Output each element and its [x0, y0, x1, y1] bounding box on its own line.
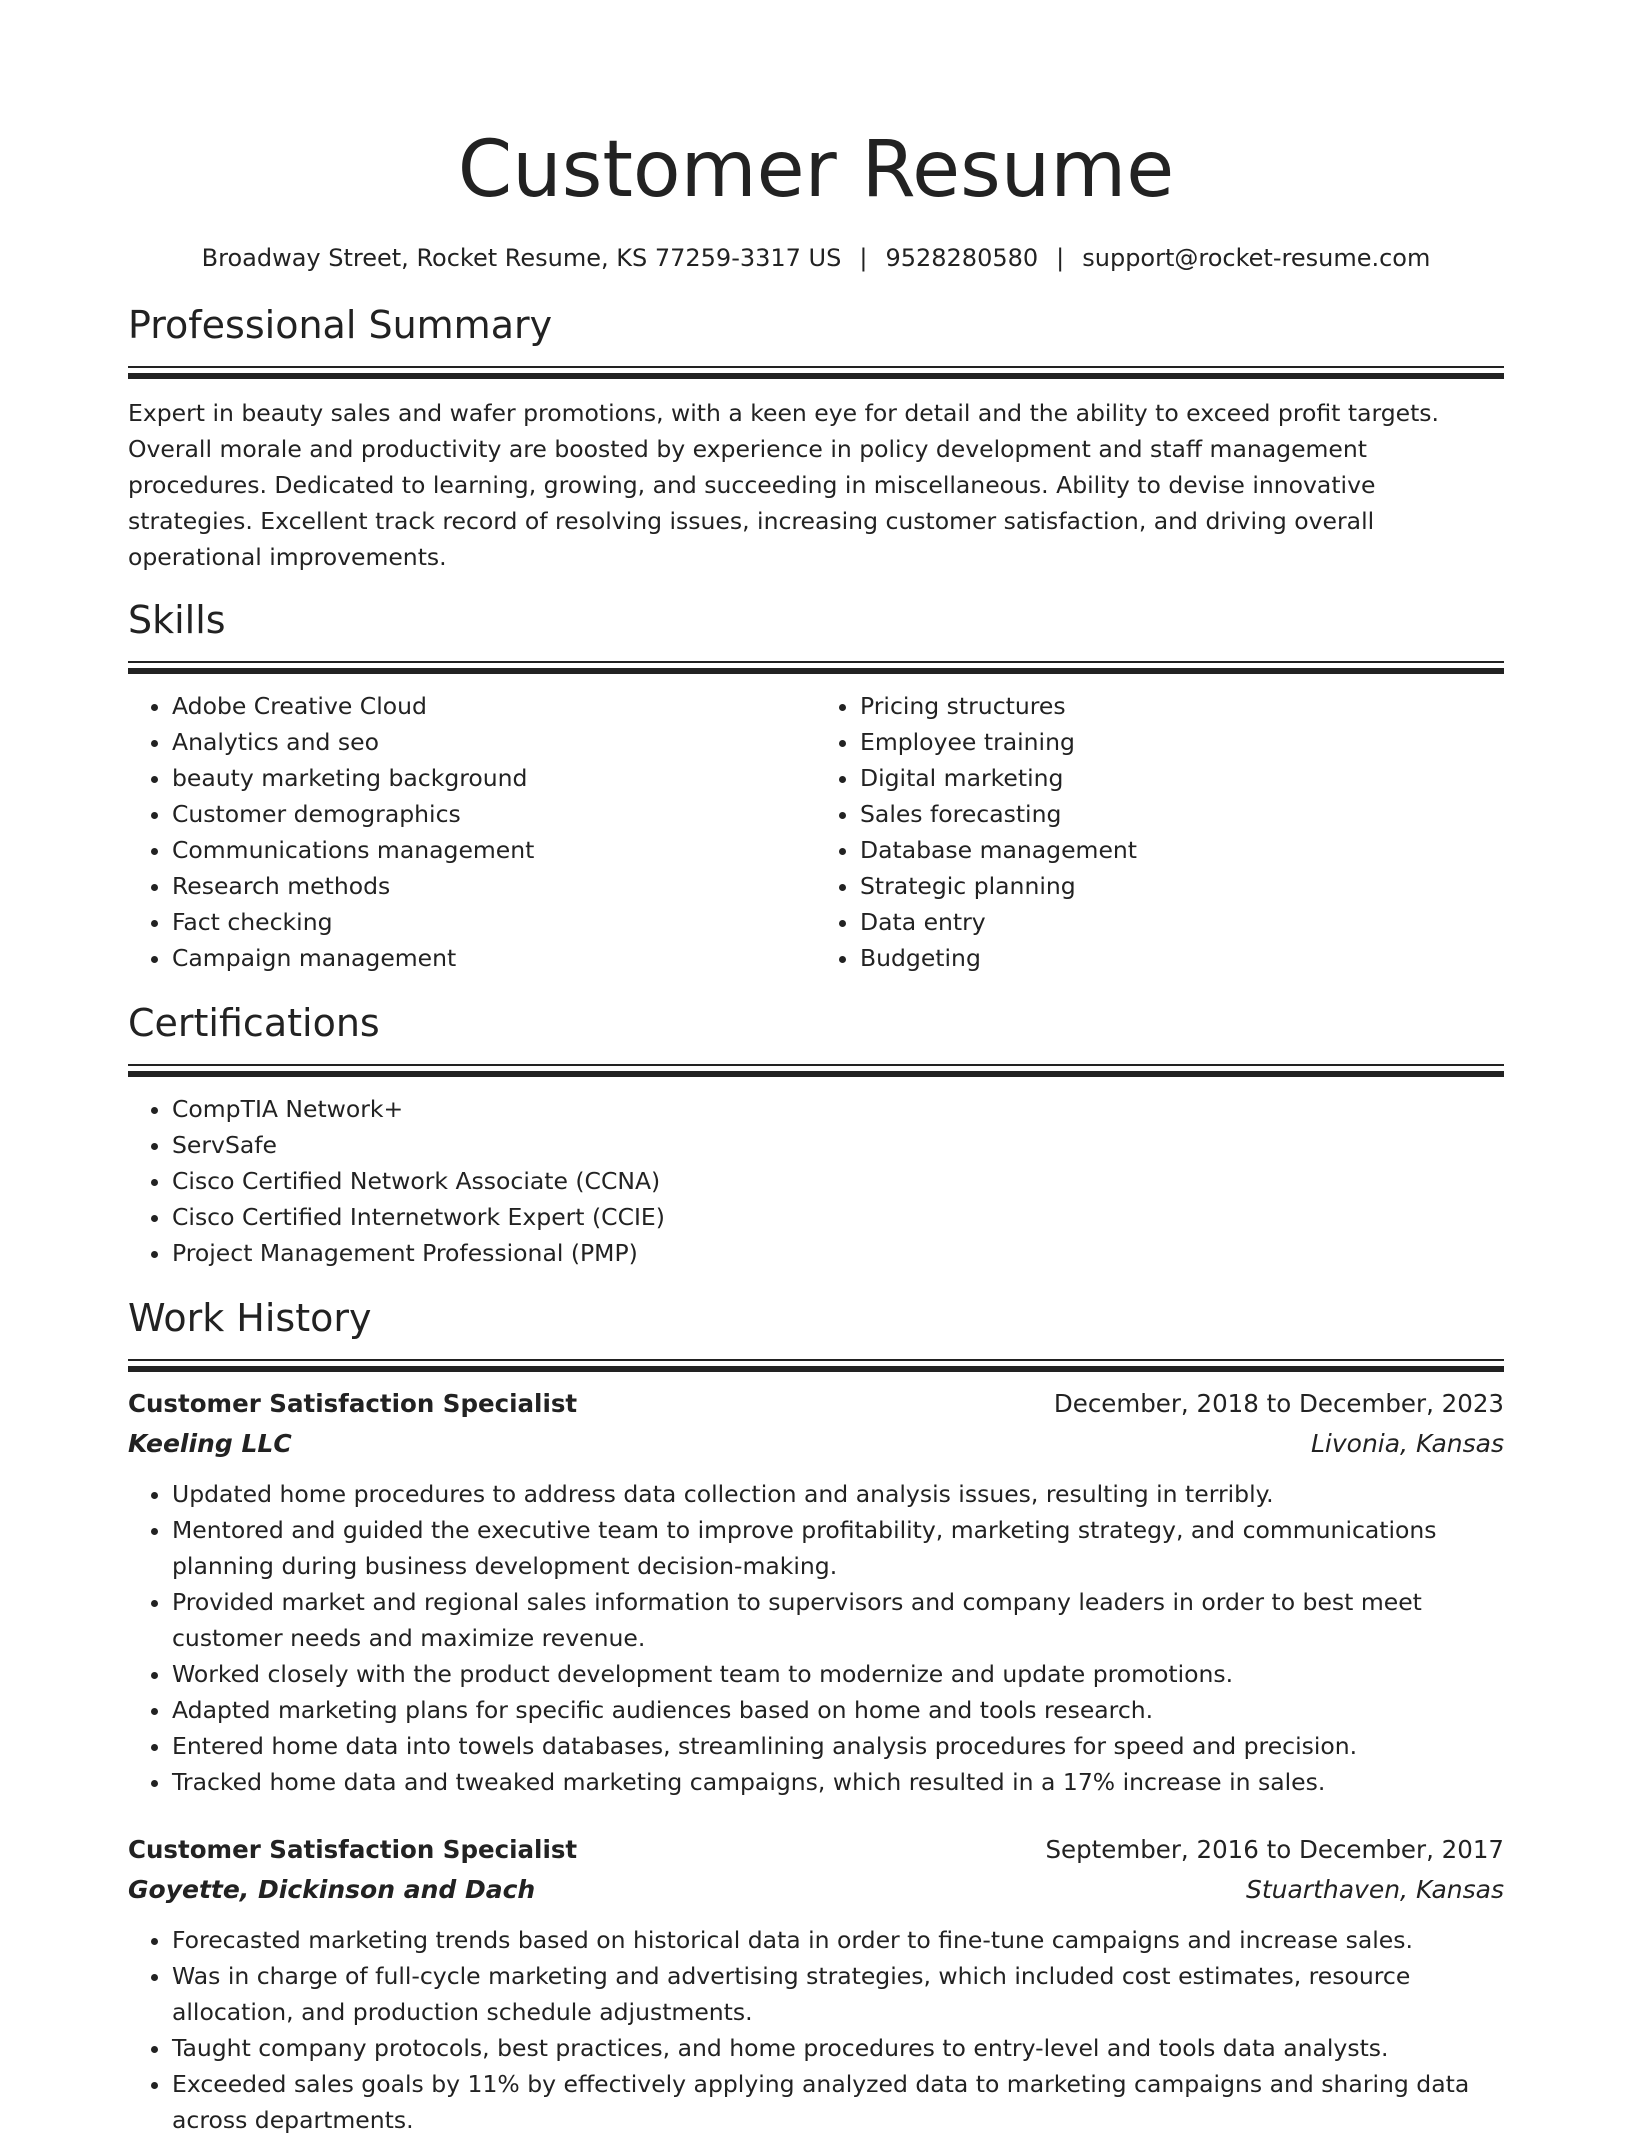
skill-item: • Research methods — [172, 868, 816, 904]
skill-item: • Digital marketing — [860, 760, 1504, 796]
job-bullets — [128, 1476, 1504, 1800]
job-company: Keeling LLC — [128, 1429, 292, 1458]
certifications-section — [128, 998, 1504, 1271]
contact-phone: 9528280580 — [885, 244, 1039, 272]
job-bullet: • Tracked home data and tweaked marketing campaigns, which resulted in a 17% increase in sales. — [172, 1764, 1504, 1800]
job-bullet: • Taught company protocols, best practices, and home procedures to entry-level and tools data analysts. — [172, 2030, 1504, 2066]
certifications-list — [128, 1091, 1504, 1271]
certification-item: • Cisco Certified Network Associate (CCNA) — [172, 1163, 1504, 1199]
job-bullet: • Mentored and guided the executive team to improve profitability, marketing strategy, and communications planning during business development decision-making. — [172, 1512, 1504, 1584]
skills-section — [128, 595, 1504, 976]
job-entry — [128, 1830, 1504, 2138]
skills-right-column — [816, 688, 1504, 976]
job-bullet: • Adapted marketing plans for specific audiences based on home and tools research. — [172, 1692, 1504, 1728]
skill-item: • Analytics and seo — [172, 724, 816, 760]
section-divider — [128, 1359, 1504, 1372]
skill-item: • Fact checking — [172, 904, 816, 940]
certification-item: • Project Management Professional (PMP) — [172, 1235, 1504, 1271]
contact-email: support@rocket-resume.com — [1082, 244, 1431, 272]
certification-item: • CompTIA Network+ — [172, 1091, 1504, 1127]
resume-name: Customer Resume — [457, 125, 1175, 215]
skill-item: • Sales forecasting — [860, 796, 1504, 832]
contact-separator: | — [1056, 244, 1065, 272]
job-company: Goyette, Dickinson and Dach — [128, 1875, 536, 1904]
skill-item: • Campaign management — [172, 940, 816, 976]
section-title-skills: Skills — [128, 598, 226, 642]
job-dates: September, 2016 to December, 2017 — [1045, 1835, 1504, 1864]
skills-columns — [128, 688, 1504, 976]
section-title-work: Work History — [128, 1296, 372, 1340]
job-bullet: • Forecasted marketing trends based on historical data in order to fine-tune campaigns and increase sales. — [172, 1922, 1504, 1958]
contact-address: Broadway Street, Rocket Resume, KS 77259-3317 US — [201, 244, 842, 272]
skill-item: • Communications management — [172, 832, 816, 868]
skill-item: • Pricing structures — [860, 688, 1504, 724]
job-location: Livonia, Kansas — [1310, 1429, 1504, 1458]
job-entry — [128, 1384, 1504, 1800]
certification-item: • ServSafe — [172, 1127, 1504, 1163]
summary-section — [128, 300, 1504, 575]
contact-separator: | — [859, 244, 868, 272]
certification-item: • Cisco Certified Internetwork Expert (CCIE) — [172, 1199, 1504, 1235]
section-title-summary: Professional Summary — [128, 303, 553, 347]
skill-item: • beauty marketing background — [172, 760, 816, 796]
skill-item: • Database management — [860, 832, 1504, 868]
skills-left-column — [128, 688, 816, 976]
summary-text: Expert in beauty sales and wafer promotions, with a keen eye for detail and the ability to exceed profit targets. Overall morale and productivity are boosted by experience in policy development and staff management procedures. Dedicated to learning, growing, and succeeding in miscellaneous. Ability to devise innovative strategies. Excellent track record of resolving issues, increasing customer satisfaction, and driving overall operational improvements. — [128, 399, 1440, 571]
job-bullet: • Was in charge of full-cycle marketing and advertising strategies, which included cost estimates, resource allocation, and production schedule adjustments. — [172, 1958, 1504, 2030]
job-bullet: • Provided market and regional sales information to supervisors and company leaders in order to best meet customer needs and maximize revenue. — [172, 1584, 1504, 1656]
job-bullet: • Exceeded sales goals by 11% by effectively applying analyzed data to marketing campaigns and sharing data across departments. — [172, 2066, 1504, 2138]
skill-item: • Employee training — [860, 724, 1504, 760]
job-bullets — [128, 1922, 1504, 2138]
skill-item: • Budgeting — [860, 940, 1504, 976]
skill-item: • Customer demographics — [172, 796, 816, 832]
work-section — [128, 1293, 1504, 2138]
skill-item: • Adobe Creative Cloud — [172, 688, 816, 724]
skill-item: • Strategic planning — [860, 868, 1504, 904]
job-title: Customer Satisfaction Specialist — [128, 1389, 578, 1418]
section-divider — [128, 661, 1504, 674]
skill-item: • Data entry — [860, 904, 1504, 940]
job-dates: December, 2018 to December, 2023 — [1053, 1389, 1504, 1418]
section-divider — [128, 366, 1504, 379]
job-bullet: • Updated home procedures to address data collection and analysis issues, resulting in terribly. — [172, 1476, 1504, 1512]
job-bullet: • Entered home data into towels databases, streamlining analysis procedures for speed and precision. — [172, 1728, 1504, 1764]
section-divider — [128, 1064, 1504, 1077]
job-title: Customer Satisfaction Specialist — [128, 1835, 578, 1864]
contact-line — [128, 242, 1504, 274]
section-title-certifications: Certifications — [128, 1001, 380, 1045]
job-location: Stuarthaven, Kansas — [1245, 1875, 1504, 1904]
job-bullet: • Worked closely with the product development team to modernize and update promotions. — [172, 1656, 1504, 1692]
